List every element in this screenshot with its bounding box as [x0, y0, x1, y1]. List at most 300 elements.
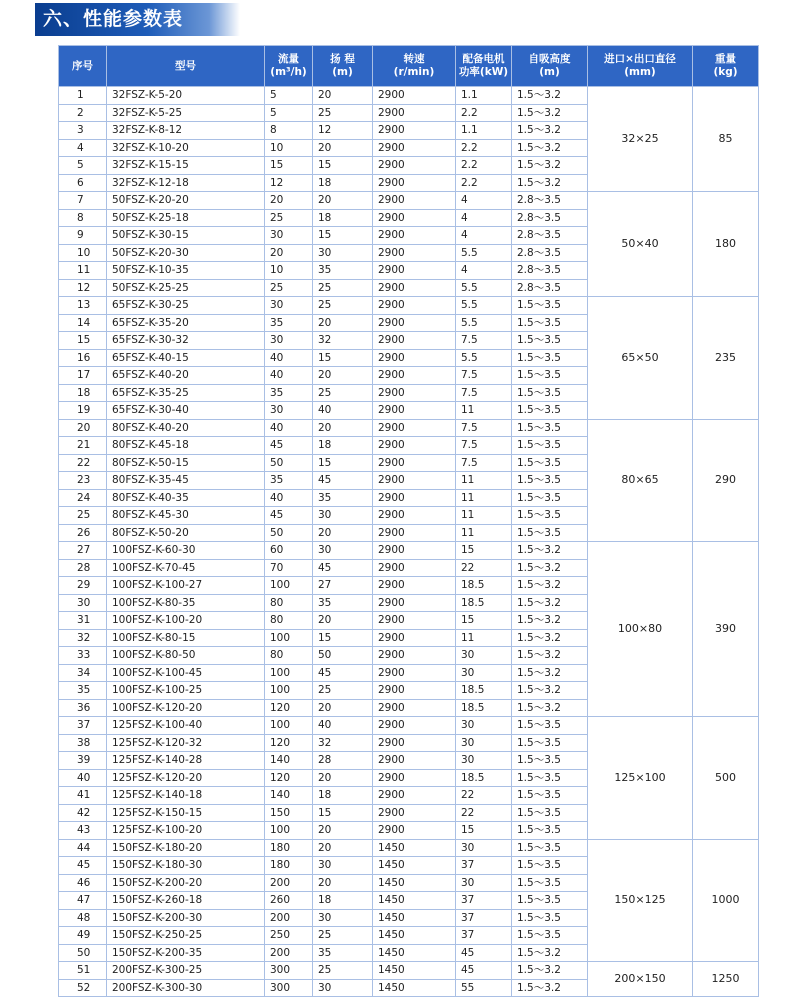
cell-head: 45	[313, 472, 373, 490]
cell-weight: 390	[693, 542, 759, 717]
cell-power: 7.5	[456, 419, 512, 437]
cell-power: 55	[456, 979, 512, 997]
cell-flow: 180	[265, 857, 313, 875]
cell-model: 100FSZ-K-100-25	[107, 682, 265, 700]
header-model: 型号	[107, 46, 265, 87]
cell-no: 50	[59, 944, 107, 962]
cell-suction: 1.5～3.5	[512, 717, 588, 735]
cell-power: 30	[456, 734, 512, 752]
cell-head: 30	[313, 507, 373, 525]
cell-speed: 2900	[373, 647, 456, 665]
cell-flow: 300	[265, 962, 313, 980]
cell-weight: 500	[693, 717, 759, 840]
cell-model: 50FSZ-K-20-20	[107, 192, 265, 210]
cell-power: 15	[456, 542, 512, 560]
cell-speed: 2900	[373, 192, 456, 210]
cell-flow: 140	[265, 752, 313, 770]
cell-no: 12	[59, 279, 107, 297]
cell-head: 32	[313, 332, 373, 350]
cell-power: 2.2	[456, 104, 512, 122]
cell-suction: 1.5～3.5	[512, 489, 588, 507]
cell-model: 150FSZ-K-180-30	[107, 857, 265, 875]
cell-flow: 200	[265, 909, 313, 927]
cell-flow: 35	[265, 314, 313, 332]
cell-suction: 1.5～3.5	[512, 332, 588, 350]
cell-model: 125FSZ-K-120-20	[107, 769, 265, 787]
cell-speed: 1450	[373, 944, 456, 962]
cell-power: 5.5	[456, 314, 512, 332]
cell-power: 45	[456, 944, 512, 962]
cell-no: 10	[59, 244, 107, 262]
cell-flow: 120	[265, 769, 313, 787]
cell-power: 7.5	[456, 437, 512, 455]
table-body	[59, 87, 759, 997]
cell-suction: 1.5～3.5	[512, 314, 588, 332]
cell-no: 6	[59, 174, 107, 192]
cell-suction: 1.5～3.2	[512, 139, 588, 157]
header-power: 配备电机 功率(kW)	[456, 46, 512, 87]
cell-no: 33	[59, 647, 107, 665]
cell-suction: 1.5～3.5	[512, 349, 588, 367]
cell-model: 100FSZ-K-70-45	[107, 559, 265, 577]
cell-no: 3	[59, 122, 107, 140]
cell-no: 40	[59, 769, 107, 787]
cell-head: 15	[313, 349, 373, 367]
cell-model: 80FSZ-K-50-15	[107, 454, 265, 472]
cell-model: 100FSZ-K-80-50	[107, 647, 265, 665]
cell-power: 5.5	[456, 349, 512, 367]
cell-head: 40	[313, 717, 373, 735]
cell-model: 100FSZ-K-60-30	[107, 542, 265, 560]
cell-power: 2.2	[456, 139, 512, 157]
cell-no: 42	[59, 804, 107, 822]
cell-model: 100FSZ-K-80-35	[107, 594, 265, 612]
cell-no: 1	[59, 87, 107, 105]
cell-flow: 35	[265, 472, 313, 490]
cell-suction: 1.5～3.2	[512, 682, 588, 700]
cell-no: 37	[59, 717, 107, 735]
cell-model: 80FSZ-K-50-20	[107, 524, 265, 542]
cell-suction: 1.5～3.5	[512, 822, 588, 840]
cell-speed: 2900	[373, 349, 456, 367]
cell-power: 11	[456, 489, 512, 507]
cell-head: 20	[313, 139, 373, 157]
table-row	[59, 297, 759, 315]
cell-speed: 2900	[373, 489, 456, 507]
cell-model: 125FSZ-K-140-18	[107, 787, 265, 805]
cell-head: 30	[313, 542, 373, 560]
cell-head: 40	[313, 402, 373, 420]
cell-head: 45	[313, 559, 373, 577]
cell-power: 30	[456, 664, 512, 682]
cell-no: 21	[59, 437, 107, 455]
cell-head: 15	[313, 227, 373, 245]
cell-no: 38	[59, 734, 107, 752]
cell-flow: 300	[265, 979, 313, 997]
cell-speed: 2900	[373, 244, 456, 262]
cell-speed: 2900	[373, 664, 456, 682]
cell-head: 15	[313, 629, 373, 647]
cell-model: 50FSZ-K-25-25	[107, 279, 265, 297]
cell-power: 22	[456, 787, 512, 805]
cell-flow: 40	[265, 419, 313, 437]
cell-flow: 80	[265, 612, 313, 630]
cell-model: 125FSZ-K-140-28	[107, 752, 265, 770]
cell-speed: 1450	[373, 839, 456, 857]
cell-speed: 2900	[373, 699, 456, 717]
cell-flow: 120	[265, 734, 313, 752]
cell-no: 44	[59, 839, 107, 857]
cell-no: 27	[59, 542, 107, 560]
cell-no: 22	[59, 454, 107, 472]
cell-power: 30	[456, 717, 512, 735]
cell-model: 65FSZ-K-35-25	[107, 384, 265, 402]
header-weight: 重量 (kg)	[693, 46, 759, 87]
cell-flow: 50	[265, 454, 313, 472]
table-row	[59, 192, 759, 210]
cell-speed: 2900	[373, 524, 456, 542]
cell-suction: 1.5～3.2	[512, 122, 588, 140]
cell-power: 18.5	[456, 769, 512, 787]
cell-head: 15	[313, 454, 373, 472]
cell-suction: 1.5～3.2	[512, 612, 588, 630]
cell-model: 150FSZ-K-250-25	[107, 927, 265, 945]
cell-suction: 1.5～3.5	[512, 839, 588, 857]
cell-model: 125FSZ-K-150-15	[107, 804, 265, 822]
cell-head: 30	[313, 857, 373, 875]
cell-no: 17	[59, 367, 107, 385]
cell-model: 65FSZ-K-30-25	[107, 297, 265, 315]
cell-no: 51	[59, 962, 107, 980]
cell-suction: 1.5～3.5	[512, 804, 588, 822]
cell-suction: 1.5～3.2	[512, 559, 588, 577]
cell-no: 16	[59, 349, 107, 367]
cell-no: 9	[59, 227, 107, 245]
cell-flow: 120	[265, 699, 313, 717]
cell-head: 25	[313, 104, 373, 122]
cell-weight: 1000	[693, 839, 759, 962]
cell-speed: 2900	[373, 332, 456, 350]
cell-power: 11	[456, 472, 512, 490]
header-diameter: 进口×出口直径 (mm)	[588, 46, 693, 87]
cell-speed: 2900	[373, 787, 456, 805]
cell-speed: 1450	[373, 927, 456, 945]
cell-no: 45	[59, 857, 107, 875]
cell-power: 45	[456, 962, 512, 980]
cell-diameter: 80×65	[588, 419, 693, 542]
cell-model: 50FSZ-K-20-30	[107, 244, 265, 262]
cell-speed: 2900	[373, 104, 456, 122]
cell-suction: 1.5～3.5	[512, 297, 588, 315]
cell-no: 41	[59, 787, 107, 805]
cell-flow: 260	[265, 892, 313, 910]
cell-speed: 2900	[373, 472, 456, 490]
section-title: 六、性能参数表	[43, 8, 184, 30]
header-no: 序号	[59, 46, 107, 87]
cell-flow: 5	[265, 87, 313, 105]
cell-suction: 1.5～3.5	[512, 892, 588, 910]
cell-model: 100FSZ-K-120-20	[107, 699, 265, 717]
cell-speed: 2900	[373, 769, 456, 787]
cell-speed: 1450	[373, 892, 456, 910]
cell-power: 4	[456, 262, 512, 280]
cell-model: 150FSZ-K-180-20	[107, 839, 265, 857]
cell-head: 30	[313, 244, 373, 262]
cell-head: 20	[313, 367, 373, 385]
cell-suction: 1.5～3.5	[512, 507, 588, 525]
cell-suction: 1.5～3.2	[512, 962, 588, 980]
cell-no: 32	[59, 629, 107, 647]
cell-model: 100FSZ-K-100-27	[107, 577, 265, 595]
cell-power: 11	[456, 524, 512, 542]
cell-head: 35	[313, 944, 373, 962]
header-suction: 自吸高度 (m)	[512, 46, 588, 87]
cell-speed: 2900	[373, 227, 456, 245]
cell-model: 125FSZ-K-100-20	[107, 822, 265, 840]
cell-flow: 25	[265, 209, 313, 227]
cell-suction: 1.5～3.5	[512, 419, 588, 437]
cell-power: 1.1	[456, 122, 512, 140]
cell-suction: 2.8～3.5	[512, 192, 588, 210]
cell-suction: 2.8～3.5	[512, 279, 588, 297]
cell-flow: 40	[265, 349, 313, 367]
cell-no: 18	[59, 384, 107, 402]
cell-weight: 290	[693, 419, 759, 542]
cell-suction: 1.5～3.2	[512, 87, 588, 105]
cell-suction: 1.5～3.5	[512, 384, 588, 402]
cell-no: 34	[59, 664, 107, 682]
cell-power: 4	[456, 209, 512, 227]
cell-head: 20	[313, 839, 373, 857]
cell-flow: 5	[265, 104, 313, 122]
cell-model: 200FSZ-K-300-30	[107, 979, 265, 997]
cell-speed: 2900	[373, 612, 456, 630]
table-row	[59, 839, 759, 857]
cell-head: 20	[313, 524, 373, 542]
cell-flow: 100	[265, 577, 313, 595]
cell-flow: 60	[265, 542, 313, 560]
cell-flow: 30	[265, 402, 313, 420]
header-speed: 转速 (r/min)	[373, 46, 456, 87]
cell-speed: 2900	[373, 122, 456, 140]
cell-suction: 2.8～3.5	[512, 244, 588, 262]
cell-suction: 1.5～3.2	[512, 664, 588, 682]
cell-suction: 1.5～3.5	[512, 909, 588, 927]
cell-no: 30	[59, 594, 107, 612]
cell-no: 20	[59, 419, 107, 437]
cell-flow: 250	[265, 927, 313, 945]
cell-suction: 1.5～3.2	[512, 979, 588, 997]
cell-head: 25	[313, 962, 373, 980]
cell-suction: 2.8～3.5	[512, 262, 588, 280]
cell-power: 2.2	[456, 157, 512, 175]
cell-no: 29	[59, 577, 107, 595]
cell-head: 15	[313, 157, 373, 175]
cell-head: 45	[313, 664, 373, 682]
cell-model: 50FSZ-K-25-18	[107, 209, 265, 227]
cell-diameter: 125×100	[588, 717, 693, 840]
cell-speed: 2900	[373, 262, 456, 280]
cell-no: 35	[59, 682, 107, 700]
cell-head: 15	[313, 804, 373, 822]
cell-power: 22	[456, 559, 512, 577]
cell-speed: 2900	[373, 139, 456, 157]
cell-power: 30	[456, 839, 512, 857]
cell-suction: 1.5～3.2	[512, 699, 588, 717]
cell-head: 35	[313, 262, 373, 280]
cell-no: 49	[59, 927, 107, 945]
cell-head: 18	[313, 892, 373, 910]
cell-model: 80FSZ-K-45-18	[107, 437, 265, 455]
cell-no: 14	[59, 314, 107, 332]
cell-model: 32FSZ-K-10-20	[107, 139, 265, 157]
cell-no: 4	[59, 139, 107, 157]
cell-flow: 200	[265, 944, 313, 962]
performance-parameter-table	[58, 45, 759, 997]
cell-speed: 2900	[373, 367, 456, 385]
cell-no: 11	[59, 262, 107, 280]
cell-model: 65FSZ-K-40-20	[107, 367, 265, 385]
cell-flow: 70	[265, 559, 313, 577]
cell-model: 65FSZ-K-30-40	[107, 402, 265, 420]
cell-speed: 2900	[373, 559, 456, 577]
cell-head: 20	[313, 192, 373, 210]
cell-power: 11	[456, 507, 512, 525]
cell-speed: 2900	[373, 402, 456, 420]
cell-power: 15	[456, 612, 512, 630]
cell-head: 32	[313, 734, 373, 752]
cell-flow: 40	[265, 367, 313, 385]
cell-no: 39	[59, 752, 107, 770]
cell-speed: 1450	[373, 909, 456, 927]
cell-flow: 30	[265, 227, 313, 245]
cell-head: 35	[313, 489, 373, 507]
cell-speed: 2900	[373, 542, 456, 560]
cell-power: 5.5	[456, 279, 512, 297]
cell-flow: 180	[265, 839, 313, 857]
cell-power: 7.5	[456, 384, 512, 402]
cell-head: 50	[313, 647, 373, 665]
cell-no: 8	[59, 209, 107, 227]
cell-no: 7	[59, 192, 107, 210]
cell-power: 11	[456, 402, 512, 420]
cell-speed: 2900	[373, 157, 456, 175]
cell-power: 37	[456, 909, 512, 927]
cell-speed: 2900	[373, 87, 456, 105]
cell-no: 2	[59, 104, 107, 122]
cell-weight: 1250	[693, 962, 759, 997]
cell-no: 46	[59, 874, 107, 892]
cell-speed: 1450	[373, 979, 456, 997]
cell-no: 5	[59, 157, 107, 175]
cell-no: 13	[59, 297, 107, 315]
cell-flow: 50	[265, 524, 313, 542]
cell-no: 36	[59, 699, 107, 717]
cell-diameter: 65×50	[588, 297, 693, 420]
cell-no: 48	[59, 909, 107, 927]
cell-head: 12	[313, 122, 373, 140]
cell-power: 18.5	[456, 699, 512, 717]
cell-model: 80FSZ-K-45-30	[107, 507, 265, 525]
cell-speed: 2900	[373, 822, 456, 840]
cell-suction: 1.5～3.5	[512, 402, 588, 420]
cell-speed: 2900	[373, 577, 456, 595]
cell-power: 1.1	[456, 87, 512, 105]
cell-power: 22	[456, 804, 512, 822]
cell-speed: 2900	[373, 437, 456, 455]
cell-speed: 1450	[373, 857, 456, 875]
cell-model: 150FSZ-K-200-35	[107, 944, 265, 962]
cell-suction: 1.5～3.2	[512, 542, 588, 560]
cell-diameter: 100×80	[588, 542, 693, 717]
cell-head: 18	[313, 787, 373, 805]
cell-model: 32FSZ-K-5-20	[107, 87, 265, 105]
cell-speed: 2900	[373, 629, 456, 647]
cell-suction: 1.5～3.2	[512, 594, 588, 612]
cell-suction: 1.5～3.2	[512, 157, 588, 175]
cell-suction: 1.5～3.5	[512, 437, 588, 455]
cell-speed: 2900	[373, 314, 456, 332]
cell-model: 150FSZ-K-200-30	[107, 909, 265, 927]
cell-head: 20	[313, 699, 373, 717]
cell-head: 25	[313, 927, 373, 945]
cell-head: 20	[313, 419, 373, 437]
cell-suction: 2.8～3.5	[512, 227, 588, 245]
cell-flow: 12	[265, 174, 313, 192]
cell-no: 52	[59, 979, 107, 997]
cell-flow: 45	[265, 507, 313, 525]
cell-model: 65FSZ-K-40-15	[107, 349, 265, 367]
cell-speed: 2900	[373, 752, 456, 770]
cell-model: 65FSZ-K-30-32	[107, 332, 265, 350]
cell-power: 5.5	[456, 244, 512, 262]
cell-no: 26	[59, 524, 107, 542]
cell-power: 4	[456, 192, 512, 210]
cell-flow: 30	[265, 297, 313, 315]
cell-suction: 1.5～3.5	[512, 857, 588, 875]
cell-diameter: 200×150	[588, 962, 693, 997]
cell-flow: 150	[265, 804, 313, 822]
cell-flow: 15	[265, 157, 313, 175]
cell-no: 28	[59, 559, 107, 577]
cell-suction: 1.5～3.5	[512, 874, 588, 892]
cell-head: 30	[313, 909, 373, 927]
cell-head: 28	[313, 752, 373, 770]
cell-flow: 20	[265, 244, 313, 262]
cell-power: 30	[456, 647, 512, 665]
cell-speed: 2900	[373, 384, 456, 402]
cell-model: 50FSZ-K-10-35	[107, 262, 265, 280]
cell-head: 27	[313, 577, 373, 595]
cell-flow: 40	[265, 489, 313, 507]
table-header-row	[59, 46, 759, 87]
cell-power: 30	[456, 752, 512, 770]
cell-power: 7.5	[456, 332, 512, 350]
cell-suction: 1.5～3.5	[512, 454, 588, 472]
cell-suction: 1.5～3.5	[512, 752, 588, 770]
cell-speed: 1450	[373, 874, 456, 892]
cell-head: 30	[313, 979, 373, 997]
header-head: 扬 程 (m)	[313, 46, 373, 87]
cell-power: 30	[456, 874, 512, 892]
cell-power: 2.2	[456, 174, 512, 192]
cell-head: 18	[313, 209, 373, 227]
cell-suction: 1.5～3.5	[512, 927, 588, 945]
cell-suction: 1.5～3.2	[512, 577, 588, 595]
cell-head: 25	[313, 682, 373, 700]
cell-model: 32FSZ-K-15-15	[107, 157, 265, 175]
cell-suction: 1.5～3.2	[512, 629, 588, 647]
